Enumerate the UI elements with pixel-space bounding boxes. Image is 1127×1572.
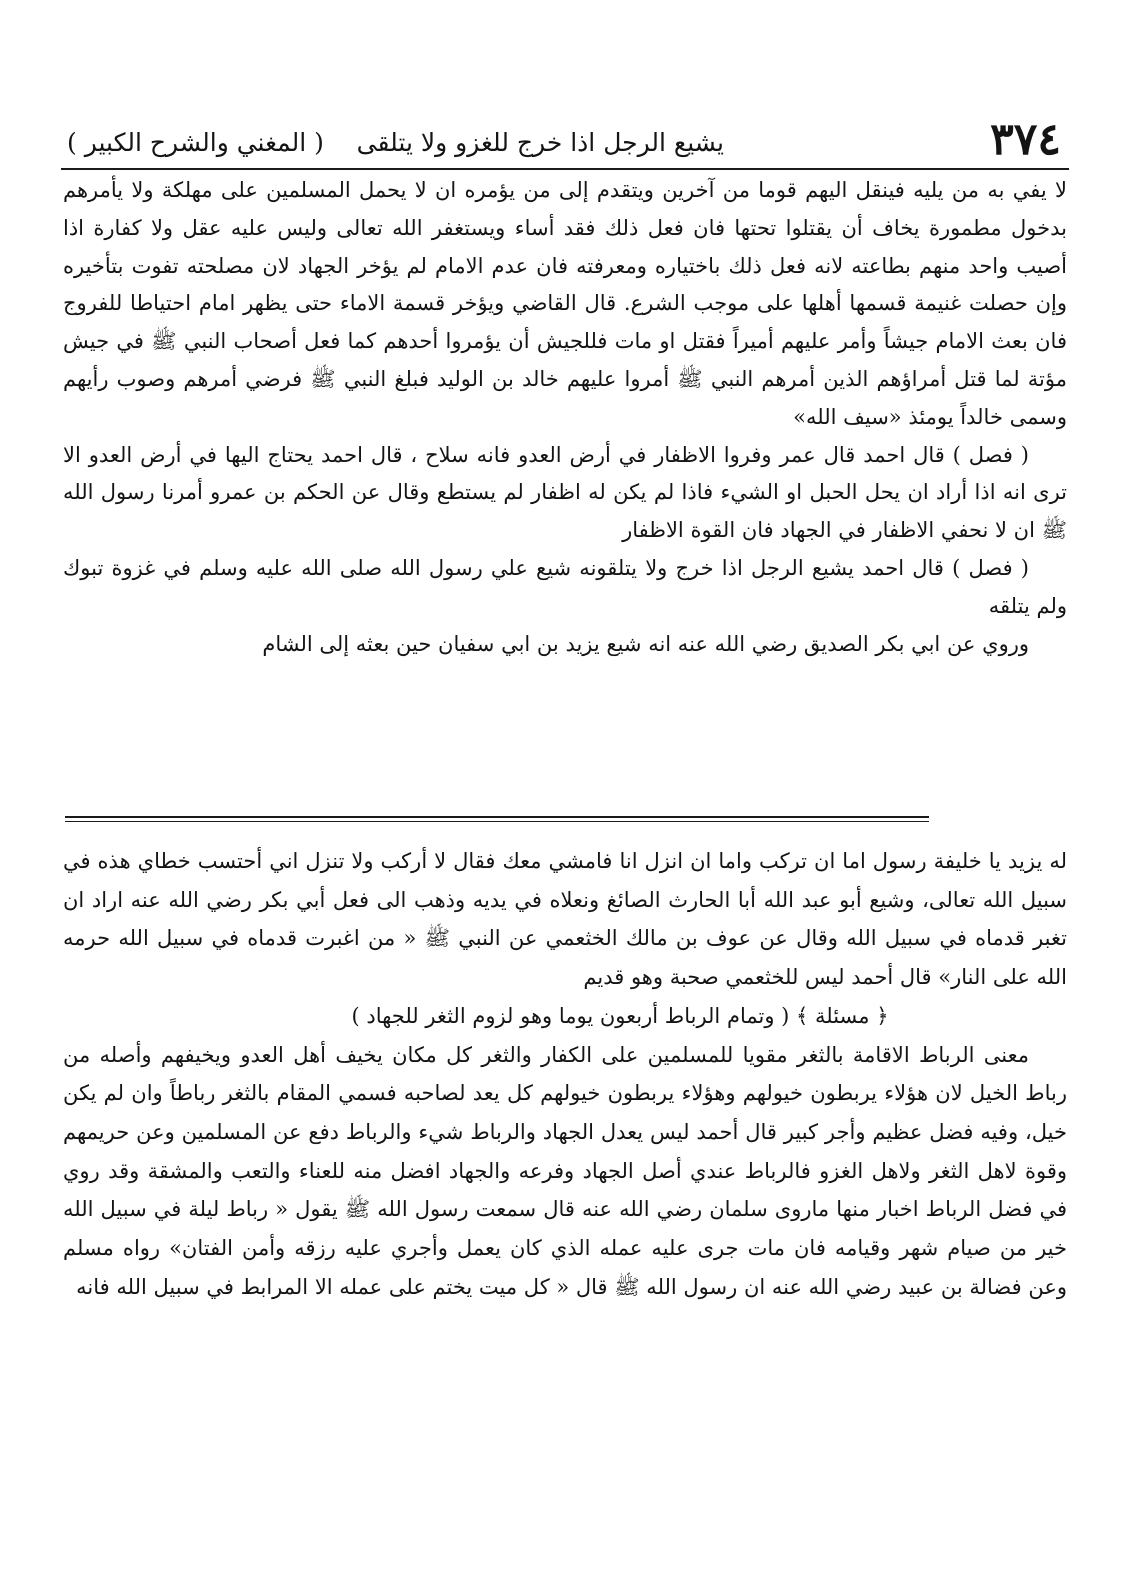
- running-book-title: ( المغني والشرح الكبير ): [67, 128, 324, 157]
- lower-paragraph-continuation: له يزيد يا خليفة رسول اما ان تركب واما ان انزل انا فامشي معك فقال لا أركب ولا تنزل اني أحتسب خطاي هذه في سبيل الله تعالى، وشيع أبو عبد الله أبا الحارث الصائغ ونعلاه في يديه وذهب الى فعل أبي بكر رضي الله عنه اراد ان تغبر قدماه في سبيل الله وقال عن عوف بن مالك الخثعمي عن النبي ﷺ « من اغبرت قدماه في سبيل الله حرمه الله على النار» قال أحمد ليس للخثعمي صحبة وهو قديم: [63, 849, 1067, 990]
- main-paragraph-section-farewell: ( فصل ) قال احمد يشيع الرجل اذا خرج ولا يتلقونه شيع علي رسول الله صلى الله عليه وسلم في غزوة تبوك ولم يتلقه: [63, 555, 1067, 618]
- page-number: ٣٧٤: [990, 114, 1061, 165]
- lower-text-block: [63, 842, 1067, 1306]
- header-rule: [61, 168, 1069, 170]
- main-text-block: [63, 172, 1067, 663]
- double-divider-rule: [65, 816, 929, 822]
- main-paragraph-section-nails: ( فصل ) قال احمد قال عمر وفروا الاظفار في أرض العدو فانه سلاح ، قال احمد يحتاج اليها في أرض العدو الا ترى انه اذا أراد ان يحل الحبل او الشيء فاذا لم يكن له اظفار لم يستطع وقال عن الحكم بن عمرو أمرنا رسول الله ﷺ ان لا نحفي الاظفار في الجهاد فان القوة الاظفار: [63, 442, 1067, 543]
- main-paragraph-continuation: لا يفي به من يليه فينقل اليهم قوما من آخرين ويتقدم إلى من يؤمره ان لا يحمل المسلمين على مهلكة ولا يأمرهم بدخول مطمورة يخاف أن يقتلوا تحتها فان فعل ذلك فقد أساء ويستغفر الله تعالى وليس عليه عقل ولا كفارة اذا أصيب واحد منهم بطاعته لانه فعل ذلك باختياره ومعرفته فان عدم الامام لم يؤخر الجهاد لان مصلحته تفوت بتأخيره وإن حصلت غنيمة قسمها أهلها على موجب الشرع. قال القاضي ويؤخر قسمة الاماء حتى يظهر امام احتياطا للفروج فان بعث الامام جيشاً وأمر عليهم أميراً فقتل او مات فللجيش أن يؤمروا أحدهم كما فعل أصحاب النبي ﷺ في جيش مؤتة لما قتل أمراؤهم الذين أمرهم النبي ﷺ أمروا عليهم خالد بن الوليد فبلغ النبي ﷺ فرضي أمرهم وصوب رأيهم وسمى خالداً يومئذ «سيف الله»: [63, 178, 1067, 429]
- lower-paragraph-ribat: معنى الرباط الاقامة بالثغر مقويا للمسلمين على الكفار والثغر كل مكان يخيف أهل العدو ويخيفهم وأصله من رباط الخيل لان هؤلاء يربطون خيولهم وهؤلاء يربطون خيولهم كل يعد لصاحبه فسمي المقام بالثغر رباطاً وان لم يكن خيل، وفيه فضل عظيم وأجر كبير قال أحمد ليس يعدل الجهاد والرباط شيء والرباط دفع عن المسلمين وعن حريمهم وقوة لاهل الثغر ولاهل الغزو فالرباط عندي أصل الجهاد وفرعه والجهاد افضل منه للعناء والتعب والمشقة وقد روي في فضل الرباط اخبار منها ماروى سلمان رضي الله عنه قال سمعت رسول الله ﷺ يقول « رباط ليلة في سبيل الله خير من صيام شهر وقيامه فان مات جرى عليه عمله الذي كان يعمل وأجري عليه رزقه وأمن الفتان» رواه مسلم وعن فضالة بن عبيد رضي الله عنه ان رسول الله ﷺ قال « كل ميت يختم على عمله الا المرابط في سبيل الله فانه: [63, 1042, 1067, 1299]
- running-section-title: يشيع الرجل اذا خرج للغزو ولا يتلقى: [356, 128, 724, 157]
- masala-heading: ﴿ مسئلة ﴾ ( وتمام الرباط أربعون يوما وهو لزوم الثغر للجهاد ): [351, 1003, 889, 1028]
- page-header: [61, 112, 1069, 170]
- main-paragraph-abu-bakr: وروي عن ابي بكر الصديق رضي الله عنه انه شيع يزيد بن ابي سفيان حين بعثه إلى الشام: [262, 631, 1029, 656]
